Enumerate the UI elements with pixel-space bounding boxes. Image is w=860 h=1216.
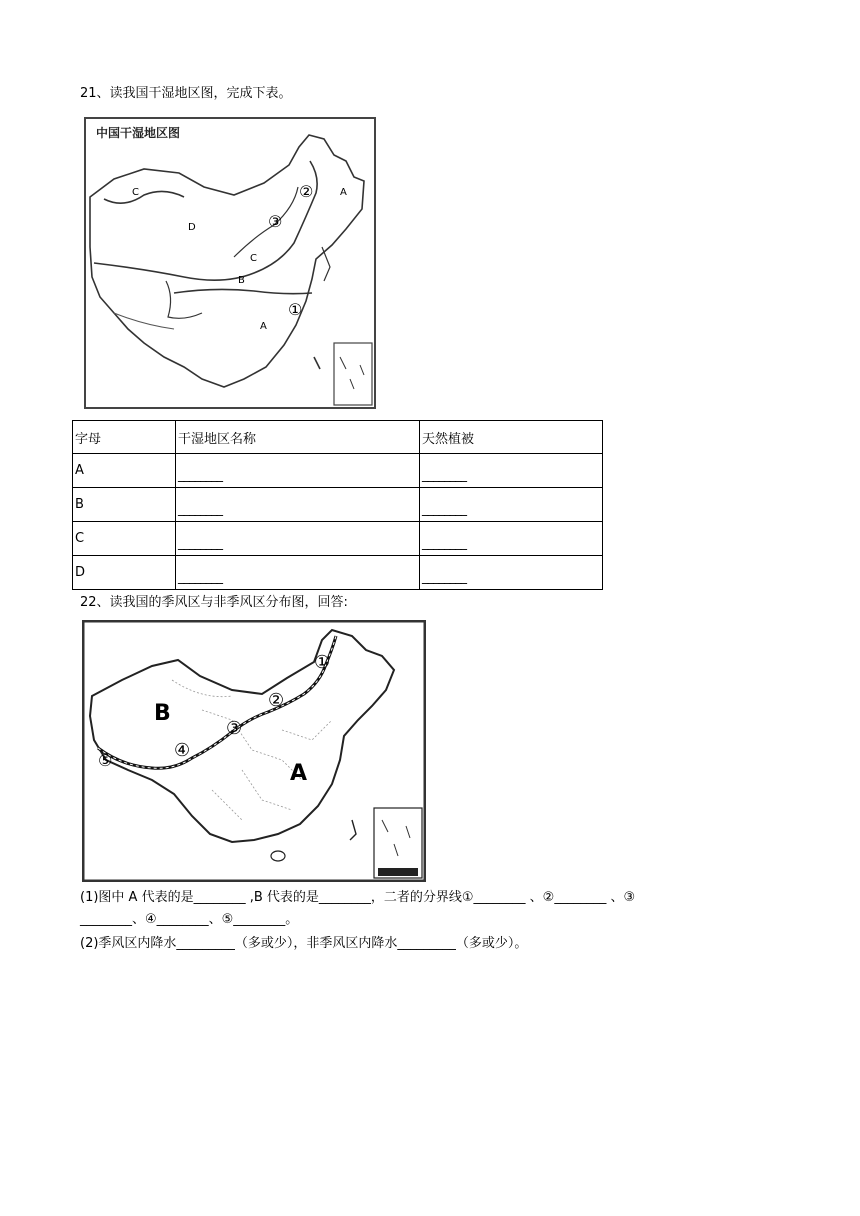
map2-marker-4: ④ [174,740,191,761]
header-letter: 字母 [73,421,176,454]
region-name-blank[interactable]: ________ [176,556,420,590]
question-22-part-1-line-2: ________、④________、⑤________。 [80,912,299,927]
table-row [73,522,603,556]
question-22-part-2: (2)季风区内降水_________（多或少），非季风区内降水_________（多或少）。 [80,936,528,951]
map1-marker-2: ② [299,182,314,201]
map1-label-b: B [238,275,245,286]
map2-marker-2: ② [268,690,285,711]
region-name-blank[interactable]: ________ [176,454,420,488]
vegetation-blank[interactable]: ________ [420,522,603,556]
dry-wet-answer-table [72,420,603,590]
map1-marker-3: ③ [268,212,283,231]
map2-label-a: A [290,761,308,786]
region-name-blank[interactable]: ________ [176,522,420,556]
question-22-text: 22、读我国的季风区与非季风区分布图，回答: [80,595,348,610]
table-header-row [73,421,603,454]
map2-marker-3: ③ [226,718,243,739]
question-21-text: 21、读我国干湿地区图，完成下表。 [80,86,292,101]
question-22-part-1-line-1: (1)图中 A 代表的是________ ,B 代表的是________，二者的分界线①________ 、②________ 、③ [80,890,636,905]
dry-wet-regions-map [84,117,376,409]
map1-label-a-northeast: A [340,187,347,198]
row-letter: C [73,522,176,556]
map2-marker-5: ⑤ [98,751,113,770]
header-region-name: 干湿地区名称 [176,421,420,454]
row-letter: A [73,454,176,488]
question-22-part-1 [80,887,635,931]
row-letter: D [73,556,176,590]
row-letter: B [73,488,176,522]
vegetation-blank[interactable]: ________ [420,488,603,522]
map2-marker-1: ① [314,652,331,673]
vegetation-blank[interactable]: ________ [420,454,603,488]
table-row [73,556,603,590]
region-name-blank[interactable]: ________ [176,488,420,522]
map1-label-c-east: C [250,253,257,264]
map1-label-c-west: C [132,187,139,198]
map1-marker-1: ① [288,300,303,319]
table-row [73,454,603,488]
map1-label-a-south: A [260,321,267,332]
map1-title: 中国干湿地区图 [96,126,181,140]
map1-label-d: D [188,222,196,233]
map2-label-b: B [154,701,171,726]
monsoon-regions-map [82,620,426,882]
table-row [73,488,603,522]
header-vegetation: 天然植被 [420,421,603,454]
vegetation-blank[interactable]: ________ [420,556,603,590]
